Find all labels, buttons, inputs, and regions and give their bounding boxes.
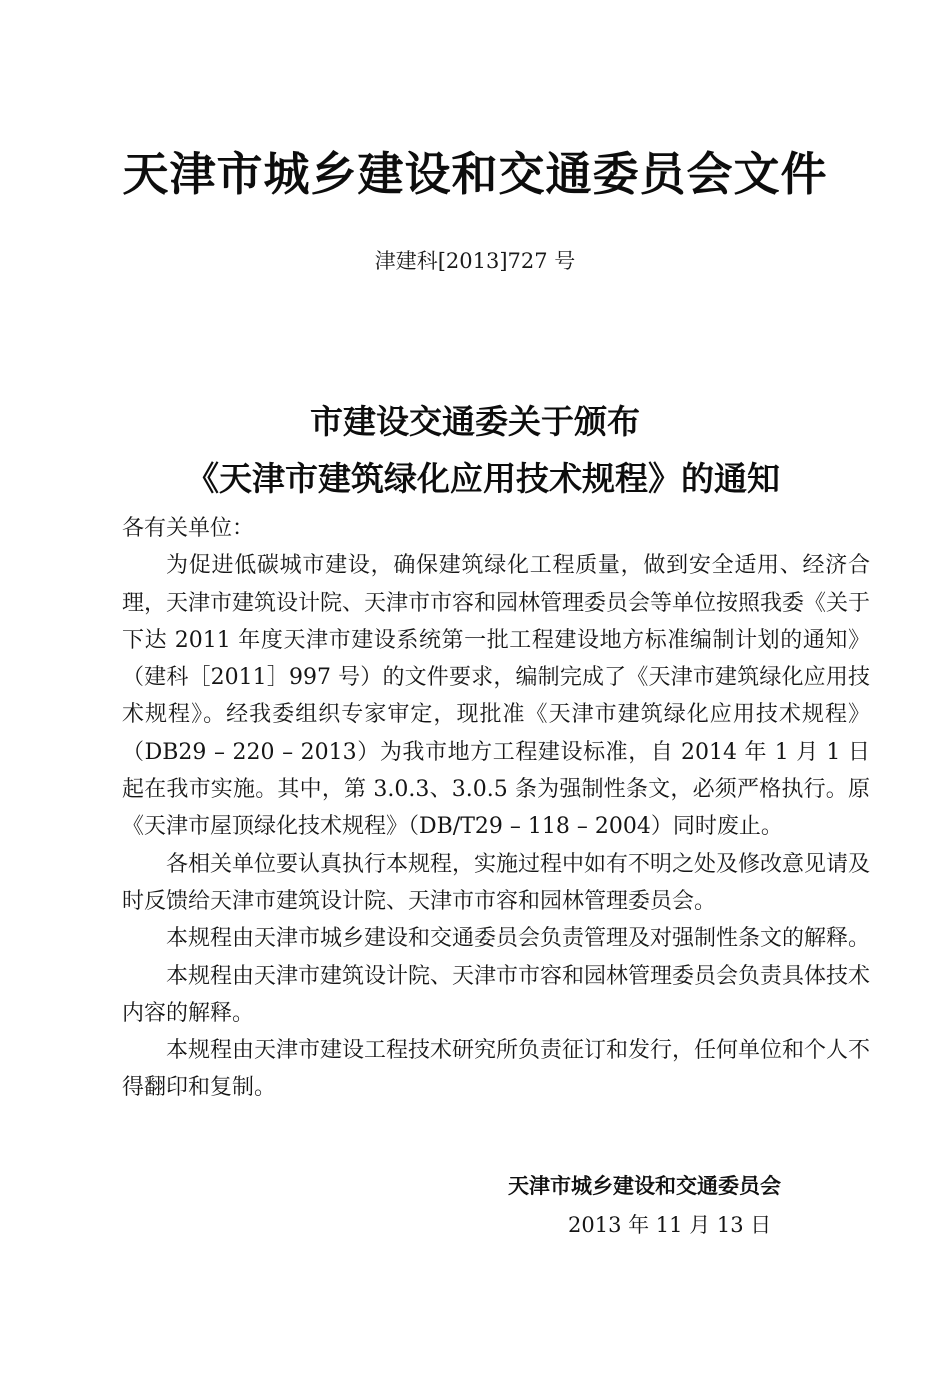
- body-paragraph: 本规程由天津市城乡建设和交通委员会负责管理及对强制性条文的解释。: [166, 926, 871, 952]
- body-paragraph: 为促进低碳城市建设，确保建筑绿化工程质量，做到安全适用、经济合理，天津市建筑设计院、天津市市容和园林管理委员会等单位按照我委《关于下达 2011 年度天津市建设系统第一批工程建设地方标准编制计划的通知》（建科［2011］997 号）的文件要求，编制完成了《天津市建筑绿化应用技术规程》。经我委组织专家审定，现批准《天津市建筑绿化应用技术规程》（DB29 – 220 – 2013）为我市地方工程建设标准，自 2014 年 1 月 1 日起在我市实施。其中，第 3.0.3、3.0.5 条为强制性条文，必须严格执行。原《天津市屋顶绿化技术规程》（DB/T29 – 118 – 2004）同时废止。: [122, 553, 871, 840]
- notice-title-line-1: 市建设交通委关于颁布: [310, 402, 640, 441]
- notice-title-line-2: 《天津市建筑绿化应用技术规程》的通知: [186, 459, 780, 498]
- signature-issuer: 天津市城乡建设和交通委员会: [508, 1174, 781, 1198]
- notice-body: [122, 510, 870, 1107]
- body-paragraph: 本规程由天津市建设工程技术研究所负责征订和发行，任何单位和个人不得翻印和复制。: [122, 1038, 871, 1101]
- document-number: 津建科[2013]727 号: [374, 249, 576, 273]
- signature-date: 2013 年 11 月 13 日: [568, 1213, 772, 1237]
- salutation: 各有关单位：: [122, 516, 255, 541]
- body-paragraph: 本规程由天津市建筑设计院、天津市市容和园林管理委员会负责具体技术内容的解释。: [122, 963, 871, 1026]
- body-paragraph: 各相关单位要认真执行本规程，实施过程中如有不明之处及修改意见请及时反馈给天津市建筑设计院、天津市市容和园林管理委员会。: [122, 851, 871, 914]
- issuer-header: 天津市城乡建设和交通委员会文件: [122, 147, 828, 201]
